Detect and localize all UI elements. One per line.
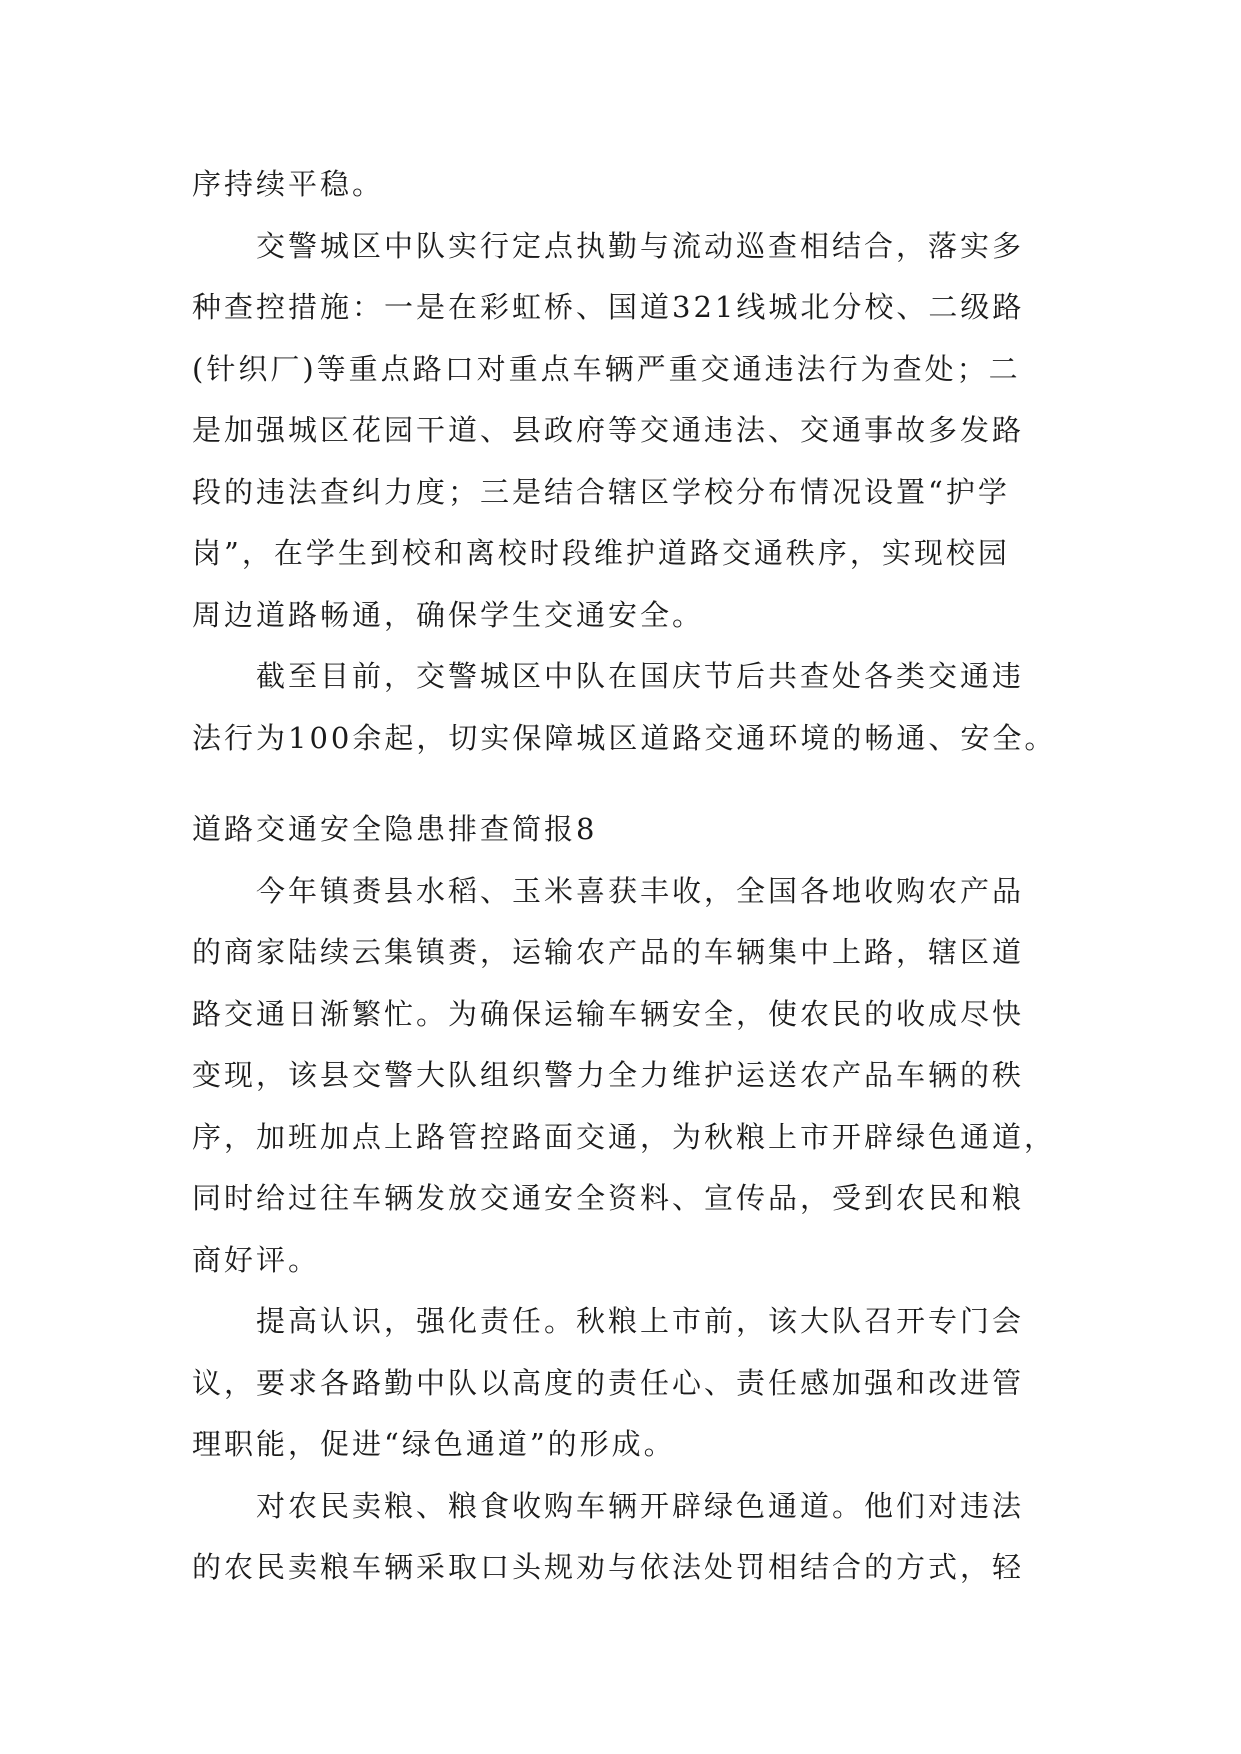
paragraph	[192, 1476, 1054, 1599]
paragraph	[192, 646, 1057, 769]
text-line: 法行为100余起，切实保障城区道路交通环境的畅通、安全。	[192, 720, 1057, 755]
paragraphs-after	[192, 861, 1057, 1599]
text-line: 的农民卖粮车辆采取口头规劝与依法处罚相结合的方式，轻	[192, 1550, 1025, 1584]
text-line: 岗”，在学生到校和离校时段维护道路交通秩序，实现校园	[192, 536, 1010, 570]
text-line: 段的违法查纠力度；三是结合辖区学校分布情况设置“护学	[192, 474, 1010, 509]
text-line: 议，要求各路勤中队以高度的责任心、责任感加强和改进管	[192, 1365, 1025, 1400]
paragraph	[192, 216, 1054, 647]
text-line: 周边道路畅通，确保学生交通安全。	[192, 597, 705, 632]
text-line: 交警城区中队实行定点执勤与流动巡查相结合，落实多	[256, 228, 1025, 263]
text-line: 序持续平稳。	[192, 167, 385, 201]
text-line: 理职能，促进“绿色通道”的形成。	[192, 1427, 676, 1461]
text-line: 对农民卖粮、粮食收购车辆开辟绿色通道。他们对违法	[256, 1488, 1025, 1523]
text-line: 截至目前，交警城区中队在国庆节后共查处各类交通违	[256, 659, 1025, 693]
paragraph	[192, 154, 1054, 216]
paragraph	[192, 1291, 1054, 1476]
text-line: 今年镇赉县水稻、玉米喜获丰收，全国各地收购农产品	[256, 873, 1025, 908]
text-line: 序，加班加点上路管控路面交通，为秋粮上市开辟绿色通道，	[192, 1119, 1057, 1154]
section-gap	[192, 769, 1054, 799]
text-line: 商好评。	[192, 1242, 321, 1277]
text-line: 是加强城区花园干道、县政府等交通违法、交通事故多发路	[192, 413, 1025, 447]
text-line: 提高认识，强化责任。秋粮上市前，该大队召开专门会	[256, 1304, 1025, 1338]
text-line: 变现，该县交警大队组织警力全力维护运送农产品车辆的秩	[192, 1058, 1025, 1092]
text-line: (针织厂)等重点路口对重点车辆严重交通违法行为查处；二	[192, 351, 1021, 386]
text-line: 种查控措施：一是在彩虹桥、国道321线城北分校、二级路	[192, 290, 1025, 324]
text-line: 的商家陆续云集镇赉，运输农产品的车辆集中上路，辖区道	[192, 935, 1025, 969]
paragraph	[192, 861, 1057, 1292]
section-title: 道路交通安全隐患排查简报8	[192, 812, 598, 846]
text-line: 路交通日渐繁忙。为确保运输车辆安全，使农民的收成尽快	[192, 996, 1025, 1031]
body-text	[192, 154, 1057, 1599]
paragraphs-before	[192, 154, 1057, 769]
text-line: 同时给过往车辆发放交通安全资料、宣传品，受到农民和粮	[192, 1181, 1025, 1215]
